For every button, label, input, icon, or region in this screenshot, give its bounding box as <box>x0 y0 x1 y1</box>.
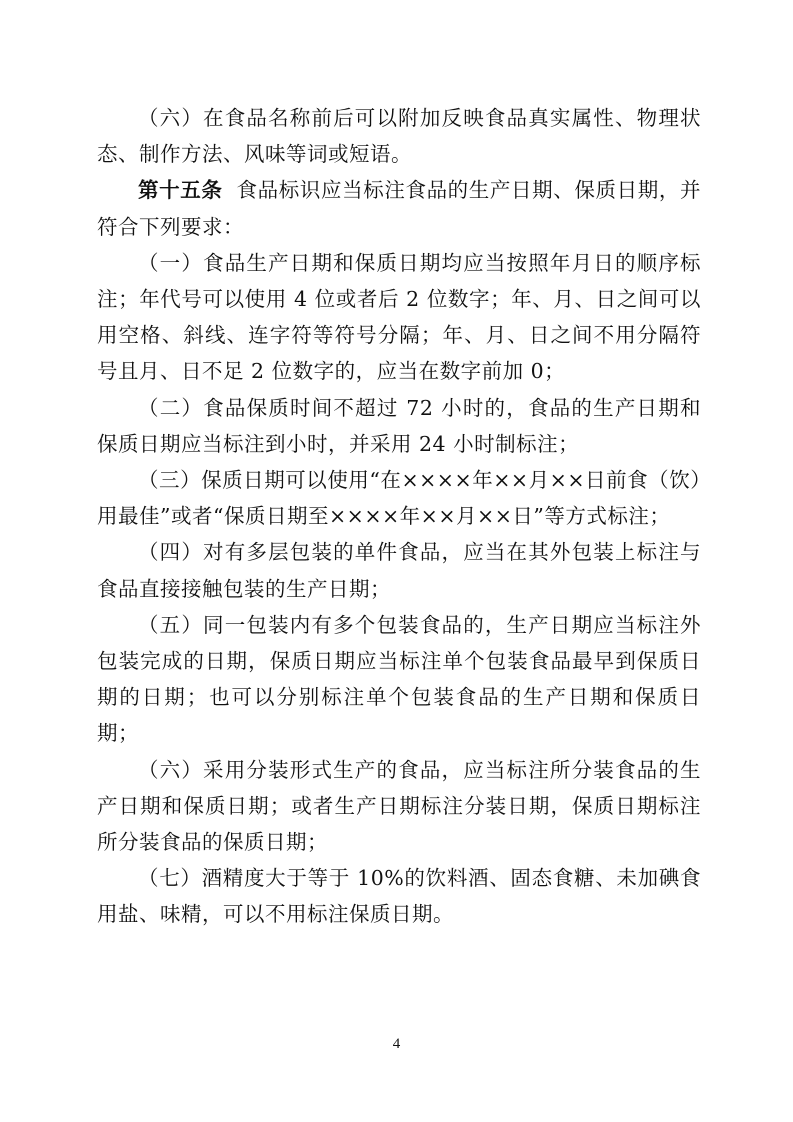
paragraph-item-1 <box>97 245 701 390</box>
paragraph-text: （二）食品保质时间不超过 72 小时的，食品的生产日期和保质日期应当标注到小时，并采用 24 小时制标注； <box>97 395 701 456</box>
paragraph-text: （五）同一包装内有多个包装食品的，生产日期应当标注外包装完成的日期，保质日期应当标注单个包装食品最早到保质日期的日期；也可以分别标注单个包装食品的生产日期和保质日期； <box>97 612 701 746</box>
document-body <box>97 100 701 933</box>
paragraph-text: （六）采用分装形式生产的食品，应当标注所分装食品的生产日期和保质日期；或者生产日期标注分装日期，保质日期标注所分装食品的保质日期； <box>97 757 701 855</box>
paragraph-text: 食品标识应当标注食品的生产日期、保质日期，并符合下列要求： <box>97 178 702 239</box>
paragraph-text: （四）对有多层包装的单件食品，应当在其外包装上标注与食品直接接触包装的生产日期； <box>97 540 701 601</box>
paragraph-item-2 <box>97 390 701 462</box>
paragraph-item-5 <box>97 607 701 752</box>
paragraph-text: （三）保质日期可以使用“在××××年××月××日前食（饮）用最佳”或者“保质日期至××××年××月××日”等方式标注； <box>97 468 701 529</box>
paragraph-item-3 <box>97 462 701 534</box>
paragraph-text: （六）在食品名称前后可以附加反映食品真实属性、物理状态、制作方法、风味等词或短语。 <box>97 106 701 167</box>
page-number: 4 <box>392 1036 401 1052</box>
paragraph-clause-6 <box>97 100 701 172</box>
article-number-label: 第十五条 <box>138 178 223 203</box>
paragraph-item-4 <box>97 534 701 606</box>
paragraph-item-7 <box>97 860 701 932</box>
paragraph-text: （七）酒精度大于等于 10%的饮料酒、固态食糖、未加碘食用盐、味精，可以不用标注保质日期。 <box>97 866 701 927</box>
paragraph-text: （一）食品生产日期和保质日期均应当按照年月日的顺序标注；年代号可以使用 4 位或者后 2 位数字；年、月、日之间可以用空格、斜线、连字符等符号分隔；年、月、日之间不用分隔符号且月、日不足 2 位数字的，应当在数字前加 0； <box>97 250 701 384</box>
article-15-heading-paragraph <box>97 172 701 244</box>
paragraph-item-6 <box>97 752 701 861</box>
